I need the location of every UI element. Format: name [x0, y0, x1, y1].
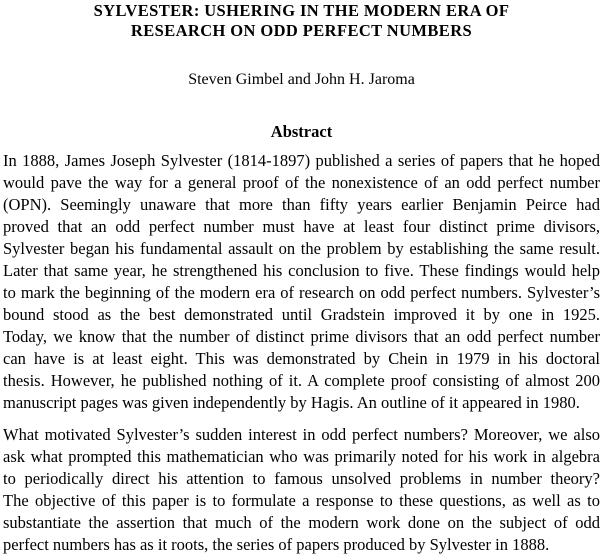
- abstract-paragraph-2: [3, 424, 600, 556]
- abstract-line: proved that an odd perfect number must have at least four distinct prime divisors,: [3, 217, 600, 236]
- abstract-line: Today, we know that the number of distinct prime divisors that an odd perfect number: [3, 327, 600, 346]
- abstract-line: Sylvester began his fundamental assault on the problem by establishing the same result.: [3, 239, 600, 258]
- abstract-heading: Abstract: [270, 122, 333, 141]
- abstract-line: Later that same year, he strengthened his conclusion to five. These findings would help: [3, 261, 600, 280]
- abstract-line: would pave the way for a general proof of the nonexistence of an odd perfect number: [3, 173, 600, 192]
- abstract-line: The objective of this paper is to formulate a response to these questions, as well as to: [3, 491, 600, 510]
- abstract-line: can have is at least eight. This was demonstrated by Chein in 1979 in his doctoral: [3, 349, 600, 368]
- abstract-line: perfect numbers has as it roots, the series of papers produced by Sylvester in 1888.: [3, 535, 550, 554]
- abstract-line: substantiate the assertion that much of the modern work done on the subject of odd: [3, 513, 600, 532]
- paper-title-line-1: SYLVESTER: USHERING IN THE MODERN ERA OF: [93, 1, 510, 20]
- paper-title-line-2: RESEARCH ON ODD PERFECT NUMBERS: [130, 21, 473, 40]
- abstract-line: thesis. However, he published nothing of it. A complete proof consisting of almost 200: [3, 371, 600, 390]
- abstract-paragraph-1: [3, 150, 600, 414]
- abstract-line: ask what prompted this mathematician who was primarily noted for his work in algebra: [3, 447, 600, 466]
- abstract-line: In 1888, James Joseph Sylvester (1814-1897) published a series of papers that he hoped: [3, 151, 600, 170]
- abstract-line: (OPN). Seemingly unaware that more than fifty years earlier Benjamin Peirce had: [3, 195, 600, 214]
- abstract-line: manuscript pages was given independently by Hagis. An outline of it appeared in 1980.: [3, 393, 580, 412]
- abstract-line: to mark the beginning of the modern era of research on odd perfect numbers. Sylvester’s: [3, 283, 600, 302]
- abstract-line: bound stood as the best demonstrated until Gradstein improved it by one in 1925.: [3, 305, 600, 324]
- paper-authors: Steven Gimbel and John H. Jaroma: [188, 71, 415, 88]
- abstract-line: to periodically direct his attention to famous unsolved problems in number theory?: [3, 469, 600, 488]
- abstract-line: What motivated Sylvester’s sudden interest in odd perfect numbers? Moreover, we also: [3, 425, 600, 444]
